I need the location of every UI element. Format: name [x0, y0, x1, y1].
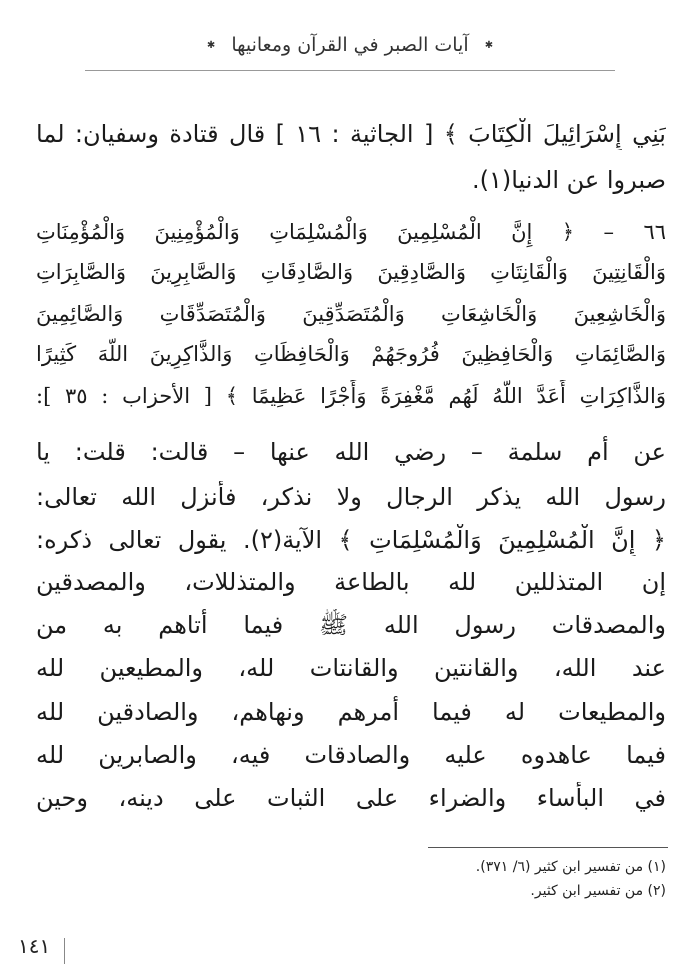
footnote: (١) من تفسير ابن كثير (٦/ ٣٧١).	[475, 859, 666, 875]
header-divider	[85, 70, 615, 71]
ornament-icon: ✱	[484, 40, 494, 51]
body-line: والمصدقات رسول الله ﷺ فيما أتاهم به من	[36, 611, 666, 639]
page-number: ١٤١	[18, 934, 51, 958]
verse-line: ٦٦ – ﴿ إِنَّ الْمُسْلِمِينَ وَالْمُسْلِمَاتِ وَالْمُؤْمِنِينَ وَالْمُؤْمِنَاتِ	[36, 220, 666, 244]
body-line: ﴿ إِنَّ الْمُسْلِمِينَ وَالْمُسْلِمَاتِ ﴾ الآية(٢). يقول تعالى ذكره:	[36, 526, 666, 554]
body-line: إن المتذللين لله بالطاعة والمتذللات، والمصدقين	[36, 568, 666, 596]
verse-line: وَالْخَاشِعِينَ وَالْخَاشِعَاتِ وَالْمُتَصَدِّقِينَ وَالْمُتَصَدِّقَاتِ وَالصَّائِمِينَ	[36, 302, 666, 326]
running-header-title: آيات الصبر في القرآن ومعانيها	[231, 34, 469, 56]
body-line: عند الله، والقانتين والقانتات لله، والمطيعين لله	[36, 654, 666, 682]
body-line: والمطيعات له فيما أمرهم ونهاهم، والصادقين لله	[36, 698, 666, 726]
running-header	[0, 34, 700, 56]
footnote-divider	[428, 847, 668, 848]
body-line: بَنِي إِسْرَائِيلَ الْكِتَابَ ﴾ [ الجاثية : ١٦ ] قال قتادة وسفيان: لما	[36, 120, 666, 148]
verse-line: وَالصَّائِمَاتِ وَالْحَافِظِينَ فُرُوجَهُمْ وَالْحَافِظَاتِ وَالذَّاكِرِينَ اللَّهَ كَثِيرًا	[36, 342, 666, 366]
page-number-divider	[64, 938, 65, 964]
body-line: عن أم سلمة – رضي الله عنها – قالت: قلت: يا	[36, 438, 666, 466]
body-line: في البأساء والضراء على الثبات على دينه، وحين	[36, 784, 666, 812]
body-line: فيما عاهدوه عليه والصادقات فيه، والصابرين لله	[36, 741, 666, 769]
footnote: (٢) من تفسير ابن كثير.	[530, 883, 666, 899]
ornament-icon: ✱	[206, 40, 216, 51]
verse-line: وَالذَّاكِرَاتِ أَعَدَّ اللَّهُ لَهُم مَّغْفِرَةً وَأَجْرًا عَظِيمًا ﴾ [ الأحزاب : ٣٥ ]:	[36, 384, 666, 408]
verse-line: وَالْقَانِتِينَ وَالْقَانِتَاتِ وَالصَّادِقِينَ وَالصَّادِقَاتِ وَالصَّابِرِينَ وَالصَّابِرَاتِ	[36, 260, 666, 284]
body-line: صبروا عن الدنيا(١).	[471, 166, 666, 194]
body-line: رسول الله يذكر الرجال ولا نذكر، فأنزل الله تعالى:	[36, 483, 666, 511]
